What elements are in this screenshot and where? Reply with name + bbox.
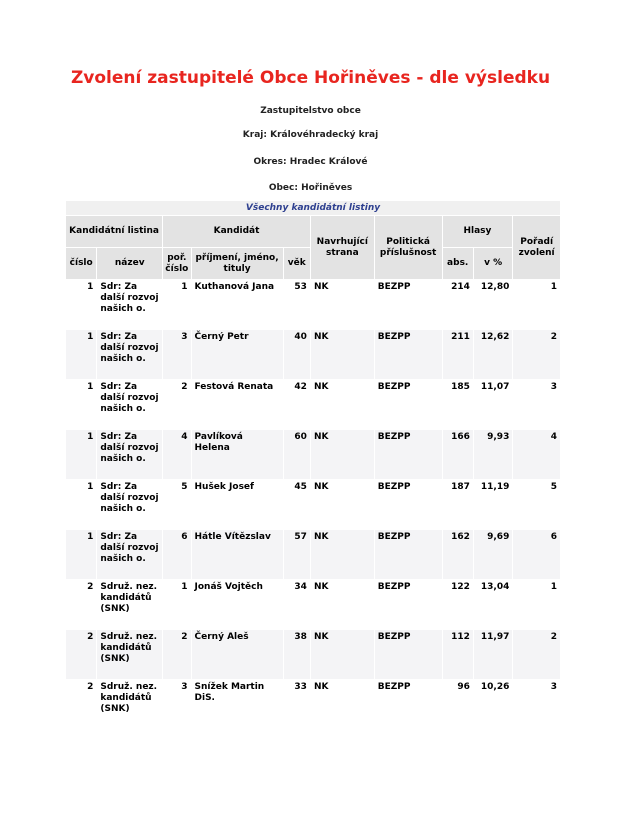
election-order: 1 <box>513 580 560 629</box>
nominating-party: NK <box>311 530 374 579</box>
candidate-age: 45 <box>284 480 310 529</box>
candidate-age: 40 <box>284 330 310 379</box>
candidate-number: 3 <box>163 330 190 379</box>
header-list-no: číslo <box>66 248 96 279</box>
table-row <box>66 530 560 579</box>
table-row <box>66 280 560 329</box>
list-number: 1 <box>66 380 96 429</box>
list-number: 1 <box>66 530 96 579</box>
header-party: Navrhující strana <box>311 216 374 279</box>
table-row <box>66 430 560 479</box>
political-affiliation: BEZPP <box>375 330 442 379</box>
votes-pct: 13,04 <box>474 580 512 629</box>
votes-abs: 122 <box>443 580 473 629</box>
candidate-number: 3 <box>163 680 190 729</box>
candidate-age: 38 <box>284 630 310 679</box>
district-label: Okres: Hradec Králové <box>253 157 368 167</box>
nominating-party: NK <box>311 280 374 329</box>
list-name: Sdruž. nez. kandidátů (SNK) <box>97 580 162 629</box>
list-name: Sdruž. nez. kandidátů (SNK) <box>97 680 162 729</box>
votes-abs: 96 <box>443 680 473 729</box>
candidate-name: Černý Aleš <box>192 630 283 679</box>
list-number: 1 <box>66 280 96 329</box>
candidate-number: 4 <box>163 430 190 479</box>
candidate-age: 33 <box>284 680 310 729</box>
results-table <box>65 200 561 730</box>
table-row <box>66 580 560 629</box>
votes-pct: 10,26 <box>474 680 512 729</box>
list-name: Sdr: Za další rozvoj našich o. <box>97 530 162 579</box>
nominating-party: NK <box>311 380 374 429</box>
table-banner: Všechny kandidátní listiny <box>66 201 560 215</box>
candidate-name: Hušek Josef <box>192 480 283 529</box>
candidate-name: Pavlíková Helena <box>192 430 283 479</box>
list-number: 1 <box>66 330 96 379</box>
table-row <box>66 380 560 429</box>
table-row <box>66 630 560 679</box>
votes-pct: 11,97 <box>474 630 512 679</box>
list-name: Sdr: Za další rozvoj našich o. <box>97 280 162 329</box>
header-affiliation: Politická příslušnost <box>375 216 442 279</box>
candidate-number: 2 <box>163 630 190 679</box>
election-order: 3 <box>513 680 560 729</box>
header-cand-no: poř. číslo <box>163 248 190 279</box>
votes-pct: 12,80 <box>474 280 512 329</box>
header-cand-name: příjmení, jméno, tituly <box>192 248 283 279</box>
votes-abs: 214 <box>443 280 473 329</box>
header-candidate: Kandidát <box>163 216 310 247</box>
votes-pct: 11,19 <box>474 480 512 529</box>
political-affiliation: BEZPP <box>375 380 442 429</box>
political-affiliation: BEZPP <box>375 580 442 629</box>
election-order: 1 <box>513 280 560 329</box>
list-name: Sdr: Za další rozvoj našich o. <box>97 380 162 429</box>
votes-pct: 11,07 <box>474 380 512 429</box>
candidate-number: 5 <box>163 480 190 529</box>
region-label: Kraj: Královéhradecký kraj <box>242 130 379 140</box>
political-affiliation: BEZPP <box>375 430 442 479</box>
nominating-party: NK <box>311 630 374 679</box>
political-affiliation: BEZPP <box>375 530 442 579</box>
candidate-number: 6 <box>163 530 190 579</box>
candidate-age: 57 <box>284 530 310 579</box>
candidate-number: 1 <box>163 580 190 629</box>
header-list: Kandidátní listina <box>66 216 162 247</box>
table-row <box>66 480 560 529</box>
candidate-age: 53 <box>284 280 310 329</box>
header-list-name: název <box>97 248 162 279</box>
list-number: 2 <box>66 680 96 729</box>
candidate-name: Festová Renata <box>192 380 283 429</box>
votes-abs: 185 <box>443 380 473 429</box>
political-affiliation: BEZPP <box>375 480 442 529</box>
candidate-number: 1 <box>163 280 190 329</box>
list-number: 1 <box>66 430 96 479</box>
header-votes: Hlasy <box>443 216 513 247</box>
header-abs: abs. <box>443 248 473 279</box>
election-order: 2 <box>513 630 560 679</box>
table-row <box>66 330 560 379</box>
list-name: Sdr: Za další rozvoj našich o. <box>97 430 162 479</box>
candidate-name: Snížek Martin DiS. <box>192 680 283 729</box>
election-order: 3 <box>513 380 560 429</box>
votes-abs: 166 <box>443 430 473 479</box>
votes-abs: 187 <box>443 480 473 529</box>
page-title: Zvolení zastupitelé Obce Hořiněves - dle výsledku <box>70 68 551 88</box>
list-number: 2 <box>66 580 96 629</box>
nominating-party: NK <box>311 580 374 629</box>
table-row <box>66 680 560 729</box>
municipality-label: Obec: Hořiněves <box>268 183 353 193</box>
political-affiliation: BEZPP <box>375 680 442 729</box>
nominating-party: NK <box>311 480 374 529</box>
votes-abs: 211 <box>443 330 473 379</box>
nominating-party: NK <box>311 430 374 479</box>
header-pct: v % <box>474 248 512 279</box>
votes-abs: 162 <box>443 530 473 579</box>
candidate-name: Kuthanová Jana <box>192 280 283 329</box>
votes-abs: 112 <box>443 630 473 679</box>
list-number: 2 <box>66 630 96 679</box>
election-order: 4 <box>513 430 560 479</box>
header-age: věk <box>284 248 310 279</box>
political-affiliation: BEZPP <box>375 630 442 679</box>
candidate-name: Jonáš Vojtěch <box>192 580 283 629</box>
candidate-age: 60 <box>284 430 310 479</box>
list-number: 1 <box>66 480 96 529</box>
body-name: Zastupitelstvo obce <box>260 106 361 116</box>
election-order: 2 <box>513 330 560 379</box>
nominating-party: NK <box>311 680 374 729</box>
candidate-number: 2 <box>163 380 190 429</box>
votes-pct: 9,93 <box>474 430 512 479</box>
candidate-name: Hátle Vítězslav <box>192 530 283 579</box>
votes-pct: 12,62 <box>474 330 512 379</box>
votes-pct: 9,69 <box>474 530 512 579</box>
list-name: Sdruž. nez. kandidátů (SNK) <box>97 630 162 679</box>
nominating-party: NK <box>311 330 374 379</box>
list-name: Sdr: Za další rozvoj našich o. <box>97 330 162 379</box>
election-order: 6 <box>513 530 560 579</box>
header-order: Pořadí zvolení <box>513 216 560 279</box>
candidate-name: Černý Petr <box>192 330 283 379</box>
list-name: Sdr: Za další rozvoj našich o. <box>97 480 162 529</box>
candidate-age: 34 <box>284 580 310 629</box>
election-order: 5 <box>513 480 560 529</box>
candidate-age: 42 <box>284 380 310 429</box>
political-affiliation: BEZPP <box>375 280 442 329</box>
